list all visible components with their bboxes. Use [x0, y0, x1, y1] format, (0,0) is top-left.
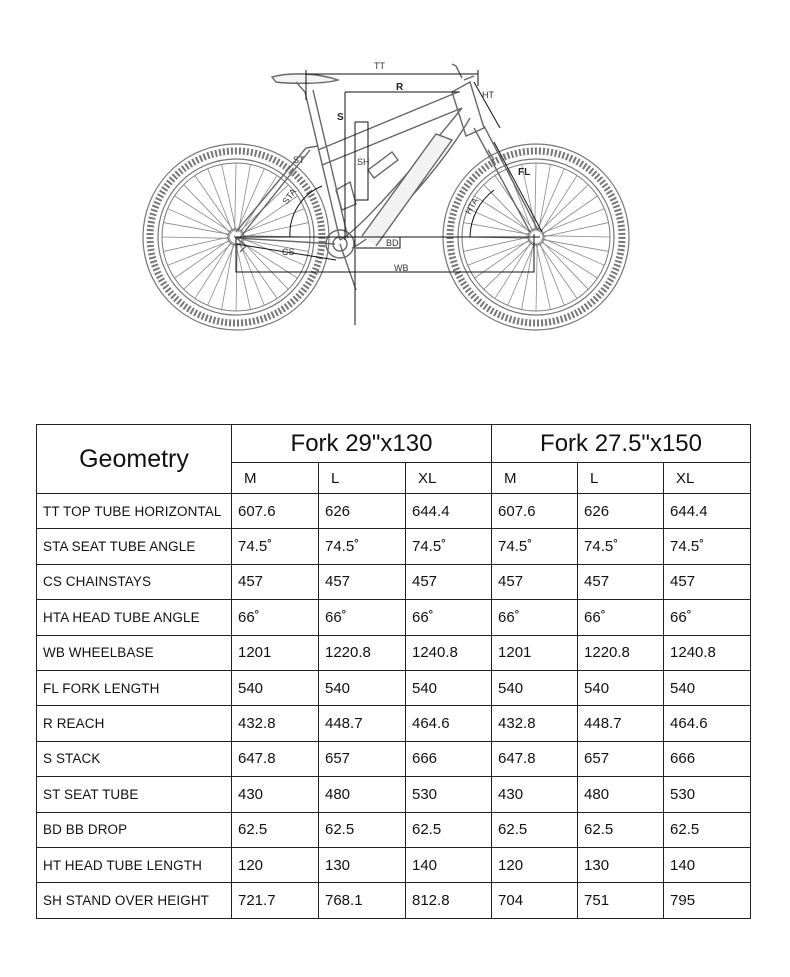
row-label: ST SEAT TUBE [37, 777, 232, 812]
row-label: WB WHEELBASE [37, 635, 232, 670]
table-cell: 62.5 [664, 812, 751, 847]
size-header: M [492, 463, 578, 494]
label-tt: TT [374, 61, 385, 71]
table-cell: 540 [319, 670, 406, 705]
table-cell: 480 [319, 777, 406, 812]
label-wb: WB [394, 263, 409, 273]
table-row [37, 494, 751, 529]
table-row [37, 670, 751, 705]
table-cell: 1201 [232, 635, 319, 670]
table-cell: 62.5 [319, 812, 406, 847]
row-label: R REACH [37, 706, 232, 741]
table-cell: 768.1 [319, 883, 406, 918]
table-cell: 74.5˚ [406, 529, 492, 564]
row-label: STA SEAT TUBE ANGLE [37, 529, 232, 564]
fork-29-header: Fork 29"x130 [232, 425, 492, 463]
table-cell: 62.5 [232, 812, 319, 847]
label-cs: CS [282, 247, 295, 257]
row-label: S STACK [37, 741, 232, 776]
label-sta: STA [280, 186, 299, 207]
table-row [37, 777, 751, 812]
table-cell: 480 [578, 777, 664, 812]
size-header: L [319, 463, 406, 494]
table-cell: 66˚ [232, 600, 319, 635]
table-row [37, 564, 751, 599]
table-cell: 120 [492, 847, 578, 882]
table-cell: 464.6 [664, 706, 751, 741]
row-label: CS CHAINSTAYS [37, 564, 232, 599]
size-header: XL [406, 463, 492, 494]
table-cell: 666 [664, 741, 751, 776]
table-cell: 66˚ [406, 600, 492, 635]
table-row [37, 706, 751, 741]
label-sh: SH [357, 157, 370, 167]
label-st: ST [293, 155, 305, 165]
row-label: FL FORK LENGTH [37, 670, 232, 705]
table-cell: 1240.8 [406, 635, 492, 670]
table-cell: 74.5˚ [578, 529, 664, 564]
table-cell: 432.8 [492, 706, 578, 741]
table-cell: 1201 [492, 635, 578, 670]
table-row [37, 883, 751, 918]
table-cell: 812.8 [406, 883, 492, 918]
row-label: TT TOP TUBE HORIZONTAL [37, 494, 232, 529]
row-label: HTA HEAD TUBE ANGLE [37, 600, 232, 635]
table-cell: 540 [578, 670, 664, 705]
table-cell: 140 [406, 847, 492, 882]
table-cell: 540 [664, 670, 751, 705]
table-cell: 464.6 [406, 706, 492, 741]
table-cell: 74.5˚ [232, 529, 319, 564]
table-cell: 657 [319, 741, 406, 776]
table-cell: 457 [406, 564, 492, 599]
table-cell: 432.8 [232, 706, 319, 741]
diagram-labels [280, 61, 530, 273]
table-cell: 74.5˚ [492, 529, 578, 564]
table-cell: 62.5 [492, 812, 578, 847]
table-cell: 540 [406, 670, 492, 705]
table-cell: 607.6 [492, 494, 578, 529]
table-cell: 704 [492, 883, 578, 918]
table-cell: 721.7 [232, 883, 319, 918]
fork-275-header: Fork 27.5"x150 [492, 425, 751, 463]
size-header: L [578, 463, 664, 494]
row-label: HT HEAD TUBE LENGTH [37, 847, 232, 882]
table-cell: 666 [406, 741, 492, 776]
table-cell: 430 [232, 777, 319, 812]
table-cell: 540 [232, 670, 319, 705]
table-cell: 120 [232, 847, 319, 882]
table-cell: 1220.8 [319, 635, 406, 670]
label-hta: HTA [463, 195, 481, 216]
table-cell: 62.5 [578, 812, 664, 847]
label-s: S [337, 112, 344, 123]
table-row [37, 529, 751, 564]
table-cell: 751 [578, 883, 664, 918]
table-cell: 74.5˚ [664, 529, 751, 564]
label-ht: HT [482, 90, 494, 100]
table-cell: 647.8 [232, 741, 319, 776]
table-row [37, 812, 751, 847]
table-cell: 457 [492, 564, 578, 599]
geometry-table [36, 424, 751, 919]
table-cell: 130 [319, 847, 406, 882]
table-cell: 647.8 [492, 741, 578, 776]
table-title: Geometry [37, 425, 232, 494]
size-header: XL [664, 463, 751, 494]
table-cell: 448.7 [578, 706, 664, 741]
table-row [37, 741, 751, 776]
table-cell: 644.4 [406, 494, 492, 529]
label-fl: FL [518, 167, 531, 178]
row-label: SH STAND OVER HEIGHT [37, 883, 232, 918]
table-cell: 448.7 [319, 706, 406, 741]
table-cell: 795 [664, 883, 751, 918]
table-cell: 530 [664, 777, 751, 812]
table-cell: 66˚ [492, 600, 578, 635]
table-cell: 66˚ [664, 600, 751, 635]
size-header: M [232, 463, 319, 494]
table-cell: 457 [578, 564, 664, 599]
table-cell: 626 [319, 494, 406, 529]
table-cell: 140 [664, 847, 751, 882]
table-cell: 457 [232, 564, 319, 599]
bike-geometry-diagram [0, 0, 790, 400]
table-cell: 657 [578, 741, 664, 776]
table-cell: 540 [492, 670, 578, 705]
table-cell: 644.4 [664, 494, 751, 529]
geometry-table-body [37, 494, 751, 919]
table-cell: 1240.8 [664, 635, 751, 670]
table-cell: 430 [492, 777, 578, 812]
table-cell: 607.6 [232, 494, 319, 529]
table-cell: 530 [406, 777, 492, 812]
table-cell: 62.5 [406, 812, 492, 847]
row-label: BD BB DROP [37, 812, 232, 847]
table-cell: 626 [578, 494, 664, 529]
label-bd: BD [386, 238, 399, 248]
table-cell: 457 [319, 564, 406, 599]
table-row [37, 635, 751, 670]
table-row [37, 847, 751, 882]
table-cell: 457 [664, 564, 751, 599]
label-r: R [396, 82, 404, 93]
table-cell: 1220.8 [578, 635, 664, 670]
table-cell: 66˚ [578, 600, 664, 635]
table-cell: 74.5˚ [319, 529, 406, 564]
table-row [37, 600, 751, 635]
table-cell: 130 [578, 847, 664, 882]
table-cell: 66˚ [319, 600, 406, 635]
